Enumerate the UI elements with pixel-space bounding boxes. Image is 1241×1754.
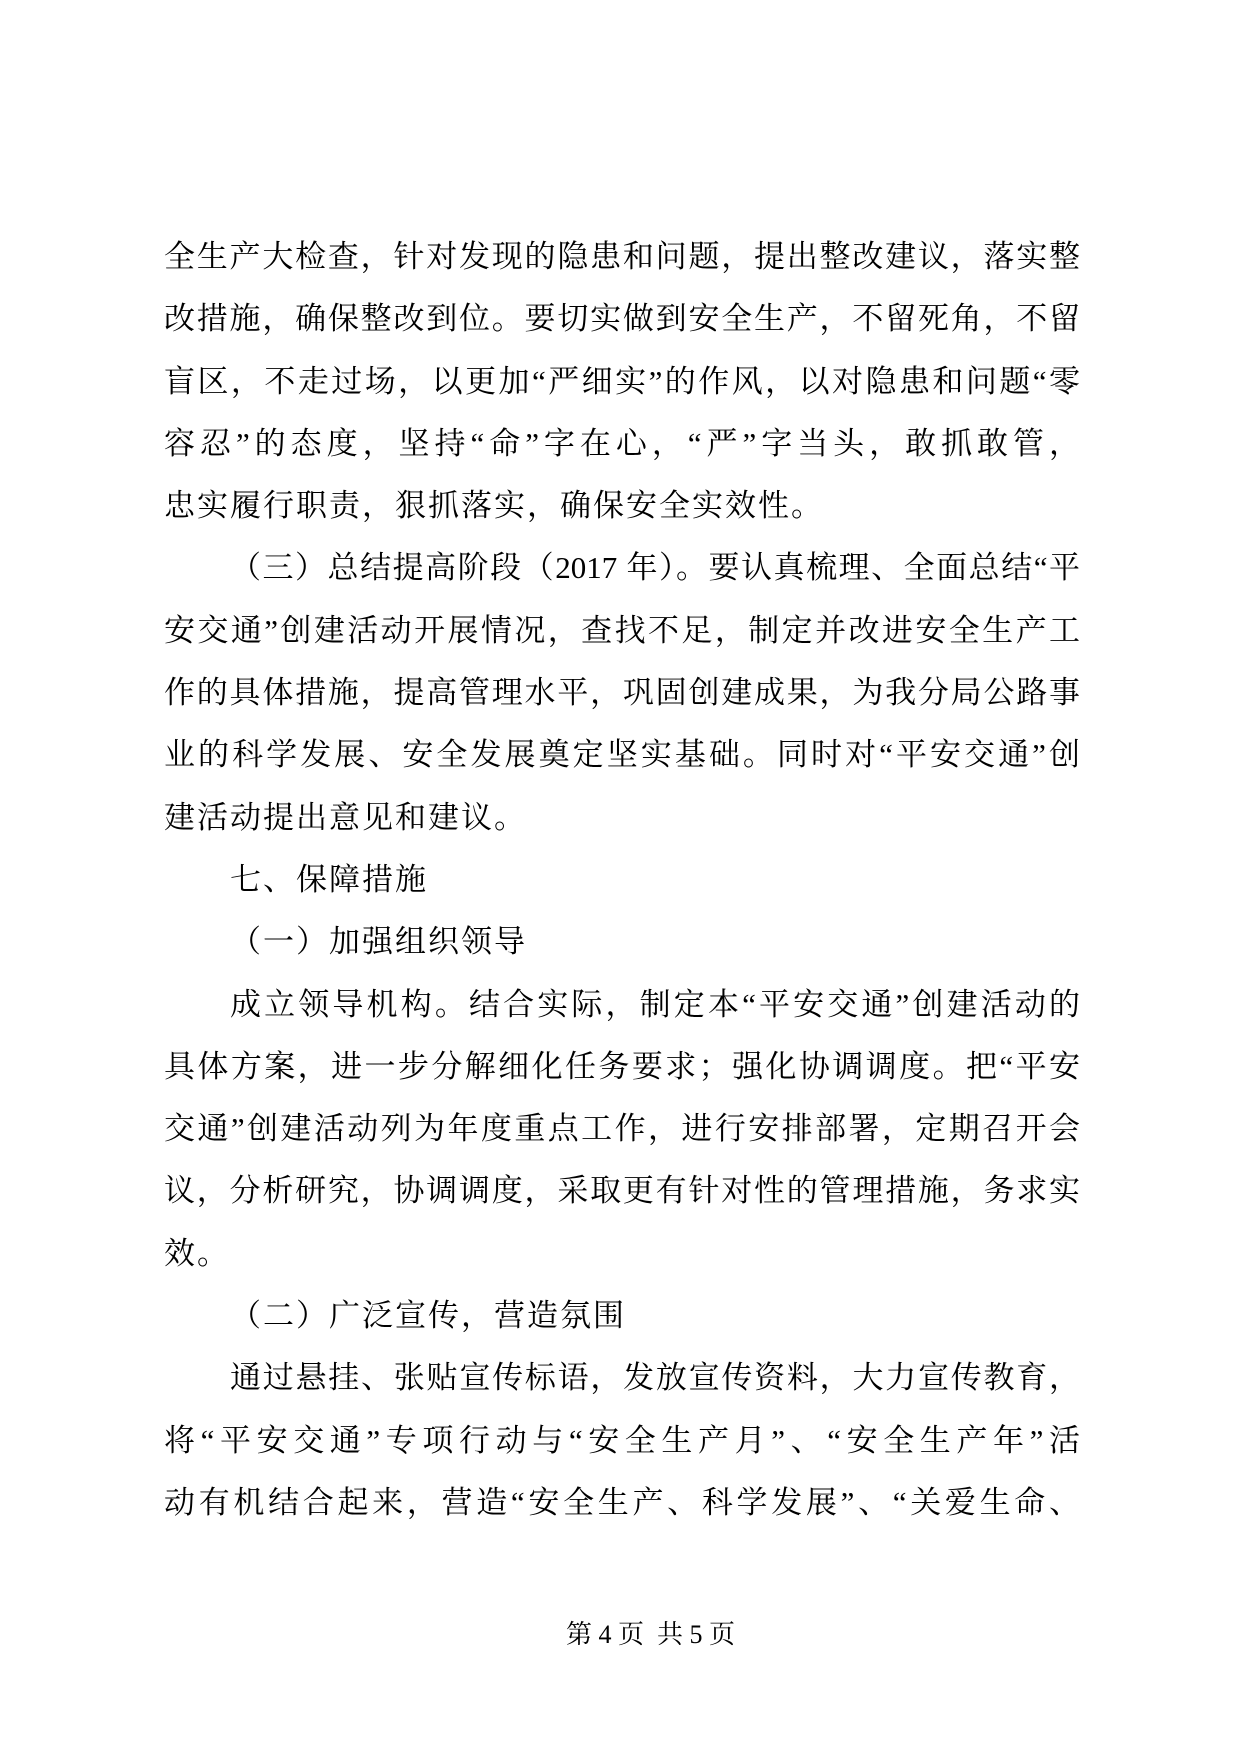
paragraph (164, 974, 1080, 1285)
text-line: 具体方案，进一步分解细化任务要求；强化协调调度。把“平安 (164, 1048, 1080, 1084)
page-footer (30, 1621, 1241, 1649)
paragraph (164, 849, 1080, 911)
text-line: 全生产大检查，针对发现的隐患和问题，提出整改建议，落实整 (164, 239, 1080, 274)
text-line: 将“平安交通”专项行动与“安全生产月”、“安全生产年”活 (164, 1422, 1080, 1458)
page-number-label: 第 4 页 共 5 页 (565, 1620, 735, 1649)
text-line: 七、保障措施 (230, 861, 428, 897)
text-line: 改措施，确保整改到位。要切实做到安全生产，不留死角，不留 (164, 301, 1080, 337)
text-line: 容忍”的态度，坚持“命”字在心，“严”字当头，敢抓敢管， (164, 425, 1080, 461)
text-line: 作的具体措施，提高管理水平，巩固创建成果，为我分局公路事 (164, 675, 1080, 711)
text-line: 盲区，不走过场，以更加“严细实”的作风，以对隐患和问题“零 (164, 363, 1080, 399)
text-line: 成立领导机构。结合实际，制定本“平安交通”创建活动的 (230, 986, 1080, 1022)
text-line: （一）加强组织领导 (230, 924, 527, 960)
text-line: 效。 (164, 1235, 230, 1271)
paragraph (164, 1285, 1080, 1347)
text-line: 动有机结合起来，营造“安全生产、科学发展”、“关爱生命、 (164, 1484, 1080, 1520)
text-line: 交通”创建活动列为年度重点工作，进行安排部署，定期召开会 (164, 1111, 1080, 1147)
text-line: （二）广泛宣传，营造氛围 (230, 1298, 626, 1334)
text-line: 安交通”创建活动开展情况，查找不足，制定并改进安全生产工 (164, 612, 1080, 648)
text-line: 忠实履行职责，狠抓落实，确保安全实效性。 (164, 488, 824, 524)
paragraph (164, 1347, 1080, 1534)
text-line: 业的科学发展、安全发展奠定坚实基础。同时对“平安交通”创 (164, 737, 1080, 773)
text-line: 议，分析研究，协调调度，采取更有针对性的管理措施，务求实 (164, 1173, 1080, 1209)
text-line: 通过悬挂、张贴宣传标语，发放宣传资料，大力宣传教育， (230, 1360, 1080, 1396)
paragraph (164, 911, 1080, 973)
paragraph (164, 537, 1080, 848)
text-line: （三）总结提高阶段（2017 年）。要认真梳理、全面总结“平 (230, 550, 1080, 586)
text-line: 建活动提出意见和建议。 (164, 799, 527, 835)
document-body (164, 226, 1080, 1534)
paragraph (164, 226, 1080, 537)
